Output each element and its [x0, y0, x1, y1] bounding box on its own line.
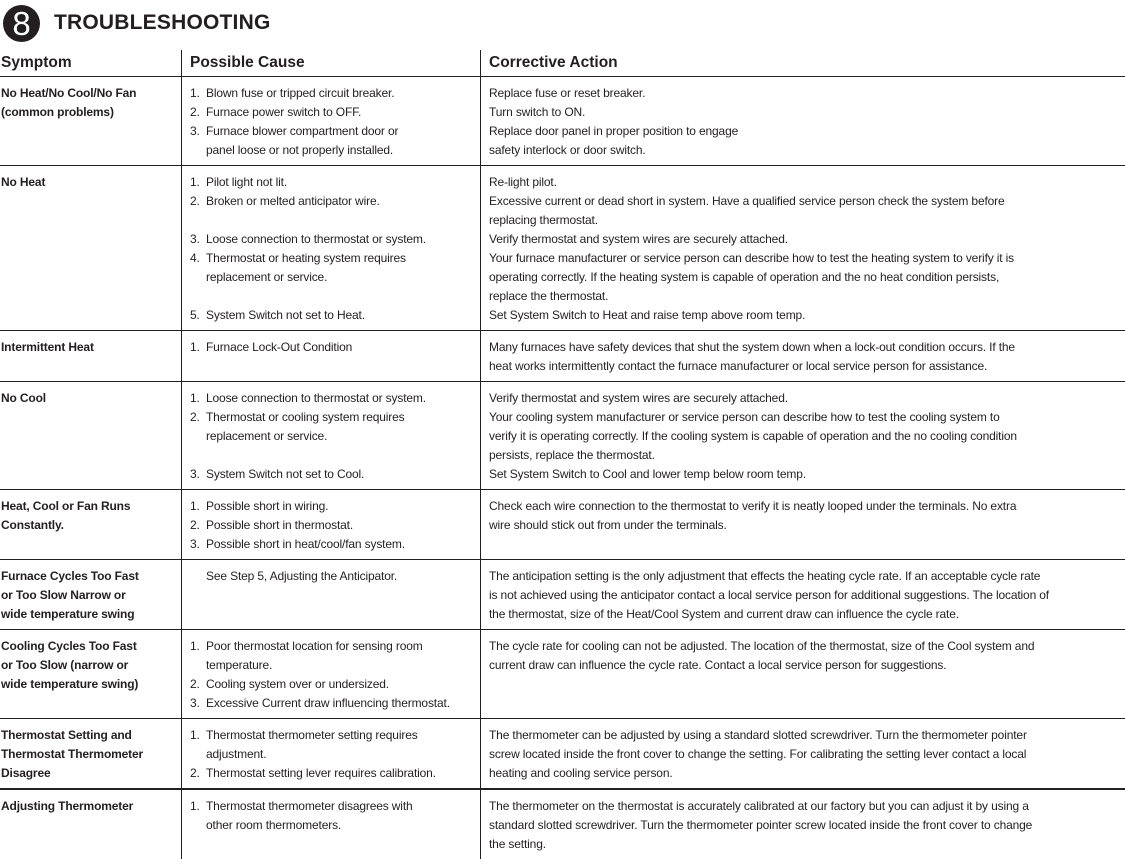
symptom-line: (common problems) [1, 103, 181, 122]
action-line: the thermostat, size of the Heat/Cool System and current draw can influence the cycle rate. [489, 605, 1125, 624]
cause-number: 2. [190, 408, 206, 427]
action-line: Turn switch to ON. [489, 103, 1125, 122]
cause-number: 4. [190, 249, 206, 268]
cause-line [190, 797, 480, 816]
cause-line [190, 249, 480, 268]
cause-number [190, 567, 206, 586]
cause-number: 1. [190, 173, 206, 192]
corrective-action-cell [481, 560, 1125, 630]
symptom-line: Heat, Cool or Fan Runs [1, 497, 181, 516]
action-line: The anticipation setting is the only adjustment that effects the heating cycle rate. If an acceptable cycle rate [489, 567, 1125, 586]
action-line: Excessive current or dead short in system. Have a qualified service person check the system before [489, 192, 1125, 211]
cause-number: 5. [190, 306, 206, 325]
action-line: current draw can influence the cycle rate. Contact a local service person for suggestions. [489, 656, 1125, 675]
table-row [0, 382, 1125, 490]
symptom-cell [0, 382, 182, 490]
table-row [0, 166, 1125, 331]
symptom-cell [0, 77, 182, 166]
cause-text: Thermostat thermometer disagrees with [206, 797, 413, 816]
corrective-action-cell [481, 630, 1125, 719]
cause-text: Poor thermostat location for sensing room [206, 637, 423, 656]
cause-text: panel loose or not properly installed. [206, 141, 393, 160]
cause-number: 3. [190, 122, 206, 141]
cause-line [190, 694, 480, 713]
action-line: Set System Switch to Cool and lower temp below room temp. [489, 465, 1125, 484]
symptom-cell [0, 560, 182, 630]
cause-text: other room thermometers. [206, 816, 341, 835]
cause-number: 1. [190, 726, 206, 745]
cause-line [190, 764, 480, 783]
cause-text: Broken or melted anticipator wire. [206, 192, 380, 211]
cause-line [190, 675, 480, 694]
cause-line [190, 726, 480, 745]
cause-line [190, 141, 480, 160]
corrective-action-cell [481, 77, 1125, 166]
cause-text: temperature. [206, 656, 272, 675]
action-line: Many furnaces have safety devices that shut the system down when a lock-out condition occurs. If the [489, 338, 1125, 357]
action-line: screw located inside the front cover to change the setting. For calibrating the setting lever contact a local [489, 745, 1125, 764]
corrective-action-cell [481, 382, 1125, 490]
cause-number: 3. [190, 230, 206, 249]
symptom-cell [0, 719, 182, 790]
possible-cause-cell [182, 719, 481, 790]
cause-line [190, 192, 480, 211]
cause-line [190, 122, 480, 141]
table-row [0, 630, 1125, 719]
table-row [0, 719, 1125, 790]
action-line: Set System Switch to Heat and raise temp above room temp. [489, 306, 1125, 325]
action-line: Your cooling system manufacturer or service person can describe how to test the cooling system to [489, 408, 1125, 427]
cause-line [190, 338, 480, 357]
cause-line [190, 465, 480, 484]
column-header-symptom: Symptom [0, 50, 182, 77]
action-line: persists, replace the thermostat. [489, 446, 1125, 465]
table-row [0, 331, 1125, 382]
symptom-cell [0, 630, 182, 719]
possible-cause-cell [182, 77, 481, 166]
cause-line [190, 268, 480, 287]
cause-number: 1. [190, 797, 206, 816]
symptom-line: Disagree [1, 764, 181, 783]
cause-line [190, 637, 480, 656]
symptom-line: or Too Slow Narrow or [1, 586, 181, 605]
cause-line [190, 427, 480, 446]
cause-number: 2. [190, 192, 206, 211]
cause-number: 2. [190, 675, 206, 694]
step-number-badge: 8 [3, 5, 40, 42]
action-line: Re-light pilot. [489, 173, 1125, 192]
troubleshooting-table [0, 50, 1125, 859]
action-line: Check each wire connection to the thermostat to verify it is neatly looped under the terminals. No extra [489, 497, 1125, 516]
cause-text: Loose connection to thermostat or system. [206, 389, 426, 408]
cause-text: adjustment. [206, 745, 266, 764]
column-header-corrective-action: Corrective Action [481, 50, 1125, 77]
action-line: is not achieved using the anticipator contact a local service person for additional suggestions. The location of [489, 586, 1125, 605]
cause-line [190, 103, 480, 122]
possible-cause-cell [182, 630, 481, 719]
table-row [0, 77, 1125, 166]
table-row [0, 490, 1125, 560]
action-line: Your furnace manufacturer or service person can describe how to test the heating system to verify it is [489, 249, 1125, 268]
cause-line [190, 84, 480, 103]
action-line: safety interlock or door switch. [489, 141, 1125, 160]
action-line: Verify thermostat and system wires are securely attached. [489, 389, 1125, 408]
cause-number: 3. [190, 694, 206, 713]
cause-line [190, 535, 480, 554]
table-row [0, 560, 1125, 630]
cause-line [190, 389, 480, 408]
cause-line [190, 745, 480, 764]
symptom-line: No Cool [1, 389, 181, 408]
cause-line [190, 211, 480, 230]
cause-text: Excessive Current draw influencing thermostat. [206, 694, 450, 713]
cause-text: Thermostat setting lever requires calibration. [206, 764, 436, 783]
cause-line [190, 816, 480, 835]
corrective-action-cell [481, 719, 1125, 790]
cause-number: 1. [190, 84, 206, 103]
symptom-line: wide temperature swing [1, 605, 181, 624]
action-line: the setting. [489, 835, 1125, 854]
cause-number [190, 287, 206, 306]
cause-line [190, 306, 480, 325]
cause-text: replacement or service. [206, 427, 327, 446]
cause-text: Thermostat thermometer setting requires [206, 726, 418, 745]
action-line: standard slotted screwdriver. Turn the thermometer pointer screw located inside the front cover to change [489, 816, 1125, 835]
action-line: Replace door panel in proper position to engage [489, 122, 1125, 141]
symptom-cell [0, 331, 182, 382]
cause-text: Furnace blower compartment door or [206, 122, 398, 141]
cause-number: 1. [190, 497, 206, 516]
action-line: operating correctly. If the heating system is capable of operation and the no heat condition persists, [489, 268, 1125, 287]
action-line: verify it is operating correctly. If the cooling system is capable of operation and the no cooling condition [489, 427, 1125, 446]
section-header [3, 3, 271, 43]
possible-cause-cell [182, 331, 481, 382]
corrective-action-cell [481, 331, 1125, 382]
symptom-line: Thermostat Thermometer [1, 745, 181, 764]
possible-cause-cell [182, 490, 481, 560]
cause-text: System Switch not set to Cool. [206, 465, 364, 484]
cause-line [190, 567, 480, 586]
cause-text: Thermostat or heating system requires [206, 249, 406, 268]
cause-number [190, 446, 206, 465]
cause-text: Furnace Lock-Out Condition [206, 338, 352, 357]
action-line: replace the thermostat. [489, 287, 1125, 306]
cause-line [190, 516, 480, 535]
cause-number: 1. [190, 389, 206, 408]
corrective-action-cell [481, 166, 1125, 331]
cause-line [190, 497, 480, 516]
cause-line [190, 656, 480, 675]
cause-number [190, 141, 206, 160]
action-line: heat works intermittently contact the furnace manufacturer or local service person for assistance. [489, 357, 1125, 376]
cause-number [190, 211, 206, 230]
cause-text: Possible short in wiring. [206, 497, 328, 516]
cause-number: 2. [190, 103, 206, 122]
cause-line [190, 446, 480, 465]
table-row [0, 789, 1125, 859]
possible-cause-cell [182, 382, 481, 490]
cause-text: Furnace power switch to OFF. [206, 103, 361, 122]
symptom-line: Adjusting Thermometer [1, 797, 181, 816]
cause-text: Cooling system over or undersized. [206, 675, 389, 694]
cause-number: 3. [190, 535, 206, 554]
cause-text: Possible short in heat/cool/fan system. [206, 535, 405, 554]
table-header-row [0, 50, 1125, 77]
cause-line [190, 408, 480, 427]
action-line: Verify thermostat and system wires are securely attached. [489, 230, 1125, 249]
action-line: wire should stick out from under the terminals. [489, 516, 1125, 535]
cause-line [190, 230, 480, 249]
action-line: replacing thermostat. [489, 211, 1125, 230]
symptom-line: No Heat [1, 173, 181, 192]
symptom-line: Furnace Cycles Too Fast [1, 567, 181, 586]
cause-number: 2. [190, 764, 206, 783]
symptom-line: Constantly. [1, 516, 181, 535]
action-line: Replace fuse or reset breaker. [489, 84, 1125, 103]
possible-cause-cell [182, 166, 481, 331]
cause-line [190, 287, 480, 306]
cause-text: replacement or service. [206, 268, 327, 287]
symptom-line: No Heat/No Cool/No Fan [1, 84, 181, 103]
cause-number [190, 268, 206, 287]
corrective-action-cell [481, 490, 1125, 560]
corrective-action-cell [481, 789, 1125, 859]
cause-text: Pilot light not lit. [206, 173, 287, 192]
possible-cause-cell [182, 560, 481, 630]
cause-text: See Step 5, Adjusting the Anticipator. [206, 567, 397, 586]
possible-cause-cell [182, 789, 481, 859]
cause-text: Possible short in thermostat. [206, 516, 353, 535]
cause-number [190, 656, 206, 675]
cause-number: 2. [190, 516, 206, 535]
cause-number [190, 427, 206, 446]
cause-number: 1. [190, 637, 206, 656]
cause-text: Thermostat or cooling system requires [206, 408, 405, 427]
cause-number: 3. [190, 465, 206, 484]
symptom-line: Cooling Cycles Too Fast [1, 637, 181, 656]
cause-text: System Switch not set to Heat. [206, 306, 365, 325]
cause-number [190, 816, 206, 835]
cause-number: 1. [190, 338, 206, 357]
cause-number [190, 745, 206, 764]
symptom-line: or Too Slow (narrow or [1, 656, 181, 675]
action-line: The thermometer on the thermostat is accurately calibrated at our factory but you can adjust it by using a [489, 797, 1125, 816]
action-line: heating and cooling service person. [489, 764, 1125, 783]
page-title: TROUBLESHOOTING [54, 11, 271, 35]
symptom-cell [0, 490, 182, 560]
symptom-line: wide temperature swing) [1, 675, 181, 694]
column-header-possible-cause: Possible Cause [182, 50, 481, 77]
cause-line [190, 173, 480, 192]
symptom-line: Thermostat Setting and [1, 726, 181, 745]
action-line: The thermometer can be adjusted by using a standard slotted screwdriver. Turn the thermometer pointer [489, 726, 1125, 745]
symptom-cell [0, 166, 182, 331]
symptom-cell [0, 789, 182, 859]
cause-text: Loose connection to thermostat or system. [206, 230, 426, 249]
symptom-line: Intermittent Heat [1, 338, 181, 357]
cause-text: Blown fuse or tripped circuit breaker. [206, 84, 394, 103]
action-line: The cycle rate for cooling can not be adjusted. The location of the thermostat, size of the Cool system and [489, 637, 1125, 656]
